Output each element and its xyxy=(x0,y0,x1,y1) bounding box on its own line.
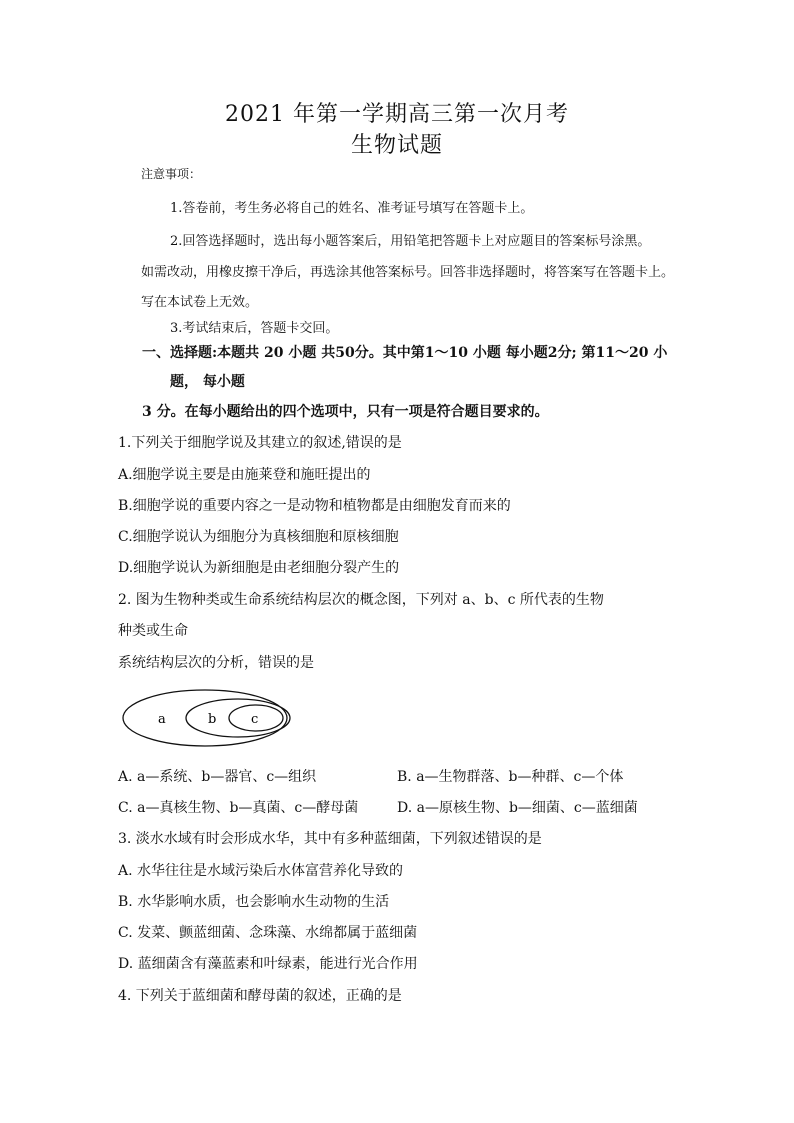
question-3-option-a: A. 水华往往是水域污染后水体富营养化导致的 xyxy=(118,863,404,879)
question-2-option-c: C. a—真核生物、b—真菌、c—酵母菌 xyxy=(118,800,359,816)
notice-item-3: 3.考试结束后，答题卡交回。 xyxy=(170,321,339,336)
question-3-option-c: C. 发菜、颤蓝细菌、念珠藻、水绵都属于蓝细菌 xyxy=(118,925,418,941)
label-c: c xyxy=(251,712,259,727)
notice-item-2-cont: 如需改动，用橡皮擦干净后，再选涂其他答案标号。回答非选择题时，将答案写在答题卡上。 xyxy=(141,265,675,280)
notice-item-1: 1.答卷前，考生务必将自己的姓名、准考证号填写在答题卡上。 xyxy=(170,201,534,216)
section-heading-line2: 题， 每小题 xyxy=(170,374,245,390)
question-2-option-a: A. a—系统、b—器官、c—组织 xyxy=(118,769,317,785)
ellipse-a xyxy=(123,690,287,746)
question-1-stem: 1.下列关于细胞学说及其建立的叙述,错误的是 xyxy=(118,435,402,451)
question-2-option-d: D. a—原核生物、b—细菌、c—蓝细菌 xyxy=(397,800,638,816)
question-2-stem-line3: 系统结构层次的分析，错误的是 xyxy=(118,655,314,671)
section-heading-line3: 3 分。在每小题给出的四个选项中，只有一项是符合题目要求的。 xyxy=(142,404,549,420)
question-2-option-b: B. a—生物群落、b—种群、c—个体 xyxy=(397,769,624,785)
question-2-stem-line1: 2. 图为生物种类或生命系统结构层次的概念图，下列对 a、b、c 所代表的生物 xyxy=(118,592,604,608)
question-1-option-b: B.细胞学说的重要内容之一是动物和植物都是由细胞发育而来的 xyxy=(118,498,511,514)
label-a: a xyxy=(158,712,166,727)
question-1-option-d: D.细胞学说认为新细胞是由老细胞分裂产生的 xyxy=(118,560,400,576)
question-1-option-a: A.细胞学说主要是由施莱登和施旺提出的 xyxy=(118,467,371,483)
notice-item-2-end: 写在本试卷上无效。 xyxy=(141,295,259,310)
notice-item-2: 2.回答选择题时，选出每小题答案后，用铅笔把答题卡上对应题目的答案标号涂黑。 xyxy=(170,234,651,249)
section-heading-line1: 一、选择题:本题共 20 小题 共50分。其中第1～10 小题 每小题2分; 第11～20 小 xyxy=(142,345,668,361)
page-title: 2021 年第一学期高三第一次月考 xyxy=(225,102,569,127)
label-b: b xyxy=(208,712,217,727)
question-3-option-d: D. 蓝细菌含有藻蓝素和叶绿素，能进行光合作用 xyxy=(118,956,418,972)
question-4-stem: 4. 下列关于蓝细菌和酵母菌的叙述，正确的是 xyxy=(118,988,402,1004)
nested-circles-diagram xyxy=(120,686,300,750)
question-2-stem-line2: 种类或生命 xyxy=(118,623,188,639)
ellipse-b xyxy=(186,699,290,737)
question-3-option-b: B. 水华影响水质，也会影响水生动物的生活 xyxy=(118,894,390,910)
page-subtitle: 生物试题 xyxy=(350,133,443,158)
notice-heading: 注意事项： xyxy=(141,167,202,181)
question-3-stem: 3. 淡水水域有时会形成水华，其中有多种蓝细菌，下列叙述错误的是 xyxy=(118,831,542,847)
question-1-option-c: C.细胞学说认为细胞分为真核细胞和原核细胞 xyxy=(118,529,399,545)
